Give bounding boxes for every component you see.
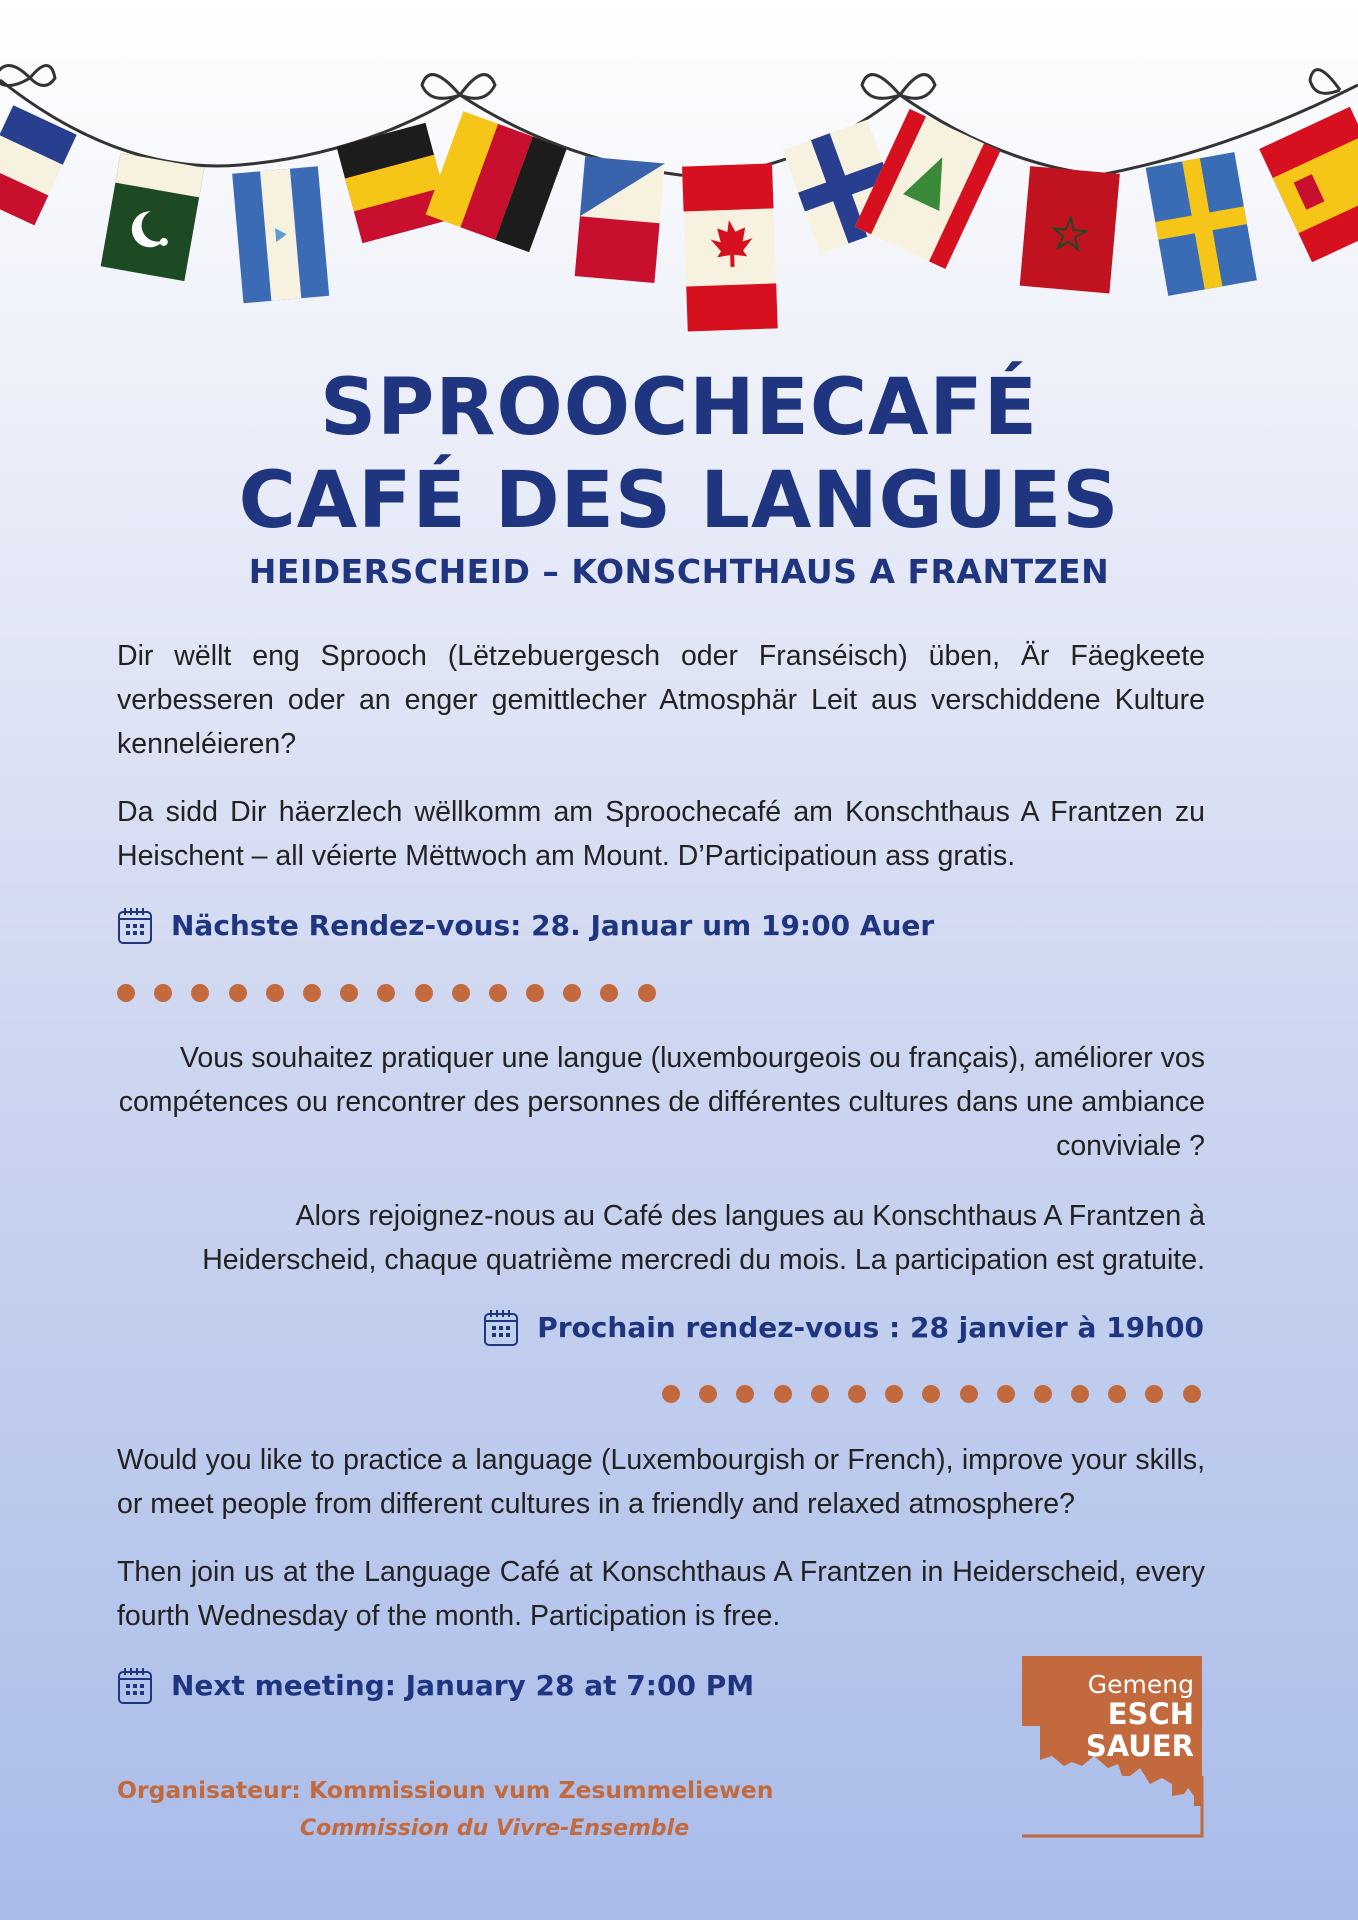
- en-paragraph-2: Then join us at the Language Café at Konschthaus A Frantzen in Heiderscheid, every fourth Wednesday of the month. Participation is free.: [117, 1556, 1205, 1632]
- lb-meeting-text: Nächste Rendez-vous: 28. Januar um 19:00 Auer: [171, 909, 935, 942]
- logo-line-2: ESCH: [1107, 1697, 1194, 1731]
- flag-morocco-icon: [1020, 166, 1120, 293]
- organizer-fr: Commission du Vivre-Ensemble: [300, 1816, 690, 1841]
- calendar-icon: [117, 1667, 153, 1705]
- main-title-lb: SPROOCHECAFÉ: [320, 363, 1038, 453]
- fr-paragraph-2: Alors rejoignez-nous au Café des langues au Konschthaus A Frantzen à Heiderscheid, chaque quatrième mercredi du mois. La participation est gratuite.: [202, 1200, 1205, 1276]
- flag-nicaragua-icon: [232, 166, 329, 303]
- fr-meeting-text: Prochain rendez-vous : 28 janvier à 19h00: [537, 1311, 1204, 1344]
- fr-next-meeting: [483, 1308, 1204, 1348]
- lb-paragraph-1: Dir wëllt eng Sprooch (Lëtzebuergesch oder Franséisch) üben, Är Fäegkeete verbesseren oder an enger gemittlecher Atmosphär Leit aus verschiddene Kulture kenneléieren?: [117, 640, 1205, 760]
- flag-czech-icon: [575, 157, 665, 284]
- flag-lebanon-icon: [855, 109, 1001, 269]
- calendar-icon: [483, 1309, 519, 1347]
- en-next-meeting: [117, 1666, 754, 1706]
- fr-paragraph-1: Vous souhaitez pratiquer une langue (luxembourgeois ou français), améliorer vos compétences ou rencontrer des personnes de différentes cultures dans une ambiance conviviale ?: [118, 1042, 1205, 1162]
- bow-icon: [0, 66, 1340, 99]
- lb-paragraph-2: Da sidd Dir häerzlech wëllkomm am Sproochecafé am Konschthaus A Frantzen zu Heischent – all véierte Mëttwoch am Mount. D’Participatioun ass gratis.: [117, 796, 1205, 872]
- bunting-string: [0, 80, 1358, 175]
- en-paragraph-1: Would you like to practice a language (Luxembourgish or French), improve your skills, or meet people from different cultures in a friendly and relaxed atmosphere?: [117, 1444, 1205, 1520]
- flag-canada-icon: [682, 163, 778, 331]
- main-title-fr: CAFÉ DES LANGUES: [238, 456, 1120, 546]
- flag-spain-icon: [1259, 107, 1358, 263]
- logo-line-3: SAUER: [1085, 1729, 1194, 1763]
- flag-belgium-icon: [337, 123, 452, 243]
- flag-sweden-icon: [1146, 152, 1257, 296]
- en-meeting-text: Next meeting: January 28 at 7:00 PM: [171, 1669, 755, 1702]
- calendar-icon: [117, 907, 153, 945]
- location-subtitle: HEIDERSCHEID – KONSCHTHAUS A FRANTZEN: [248, 552, 1110, 591]
- logo-line-1: Gemeng: [1087, 1670, 1194, 1699]
- lb-next-meeting: [117, 906, 934, 946]
- dot-divider-1: [117, 984, 675, 1002]
- flag-germany-icon: [426, 111, 567, 252]
- gemeng-esch-sauer-logo: [1022, 1656, 1204, 1841]
- flag-pakistan-icon: [101, 153, 205, 281]
- organizer-lb: Organisateur: Kommissioun vum Zesummeliewen: [117, 1776, 774, 1804]
- flag-bunting: [0, 0, 1358, 340]
- dot-divider-2: [662, 1385, 1220, 1403]
